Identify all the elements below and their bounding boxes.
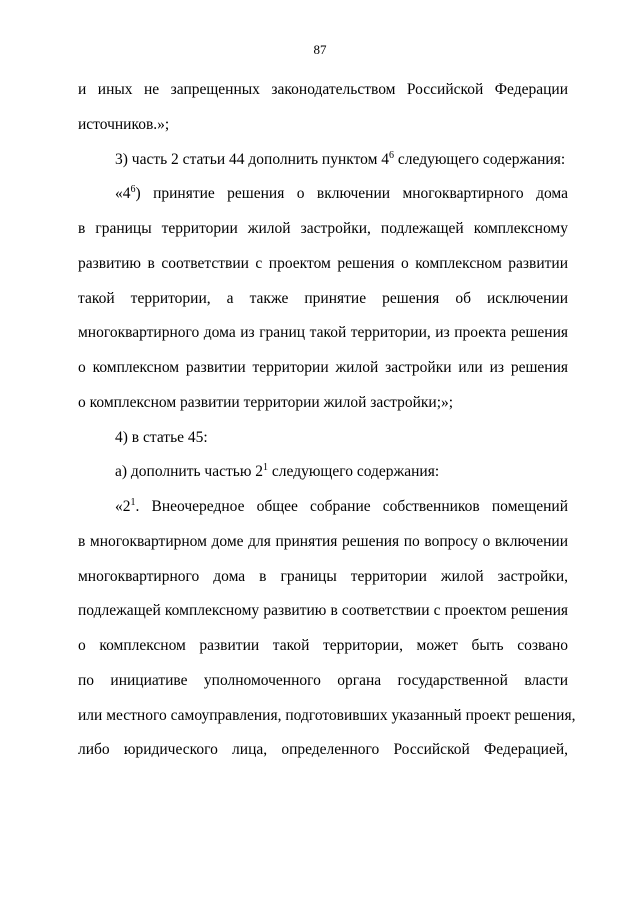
text-line (115, 151, 568, 169)
superscript: 6 (389, 150, 395, 161)
text-line: многоквартирного дома из границ такой территории, из проекта решения (78, 324, 568, 341)
text-line: источников.»; (78, 116, 170, 133)
text-segment: «4 (115, 185, 131, 202)
text-line: и иных не запрещенных законодательством Российской Федерации (78, 81, 568, 98)
text-segment: следующего содержания: (394, 151, 566, 168)
text-line: о комплексном развитии такой территории, может быть созвано (78, 637, 568, 654)
superscript: 6 (130, 184, 136, 195)
text-segment: 3) часть 2 статьи 44 дополнить пунктом 4 (115, 151, 390, 168)
text-line: подлежащей комплексному развитию в соответствии с проектом решения (78, 602, 568, 619)
text-line: о комплексном развитии территории жилой застройки или из решения (78, 359, 568, 376)
superscript: 1 (130, 497, 136, 508)
text-line: по инициативе уполномоченного органа государственной власти (78, 672, 568, 689)
text-line: либо юридического лица, определенного Российской Федерацией, (78, 741, 568, 758)
superscript: 1 (263, 462, 269, 473)
text-line: развитию в соответствии с проектом решения о комплексном развитии (78, 255, 568, 272)
text-segment: ) принятие решения о включении многоквартирного дома (135, 185, 568, 202)
text-line: многоквартирного дома в границы территории жилой застройки, (78, 568, 568, 585)
text-line: в границы территории жилой застройки, подлежащей комплексному (78, 220, 568, 237)
text-line: в многоквартирном доме для принятия решения по вопросу о включении (78, 533, 568, 550)
text-line: такой территории, а также принятие решения об исключении (78, 290, 568, 307)
text-line (115, 498, 568, 516)
text-line (115, 185, 568, 203)
text-segment: следующего содержания: (268, 463, 440, 480)
text-line: или местного самоуправления, подготовивших указанный проект решения, (78, 707, 576, 724)
text-line: о комплексном развитии территории жилой застройки;»; (78, 394, 454, 411)
text-line (115, 463, 568, 481)
text-line: 4) в статье 45: (115, 429, 208, 446)
page-number: 87 (313, 42, 327, 57)
text-segment: «2 (115, 498, 131, 515)
text-segment: . Внеочередное общее собрание собственников помещений (135, 498, 568, 515)
text-segment: а) дополнить частью 2 (115, 463, 264, 480)
